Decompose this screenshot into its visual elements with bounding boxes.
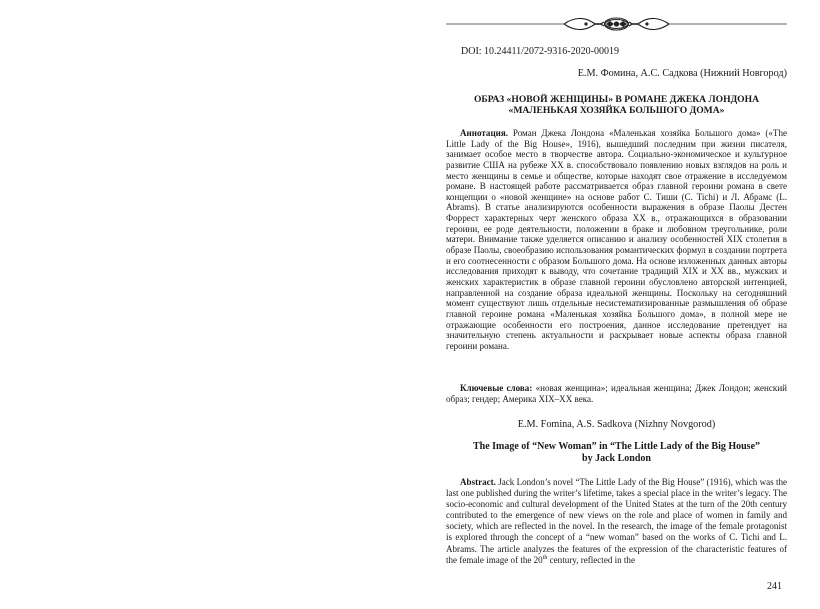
authors-en: E.M. Fomina, A.S. Sadkova (Nizhny Novgorod) — [517, 419, 716, 430]
abstract-text-en-b: century, reflected in the — [547, 554, 635, 565]
keywords-label-ru: Ключевые слова: — [460, 383, 533, 393]
abstract-text-en-a: Jack London’s novel “The Little Lady of the Big House” (1916), which was the last one published during the writer’s lifetime, takes a special place in the writer’s legacy. The socio-economic and cultural development of the United States at the turn of the 20th century contributed to the emergence of new views on the role and place of women in family and society, which are reflected in the novel. In the research, the image of the female protagonist is explored through the concept of a “new woman” based on the works of C. Tichi and L. Abrams. The article analyzes the features of the expression of the characteristic features of the female image of the 20 — [446, 477, 787, 565]
title-ru-line-2: «МАЛЕНЬКАЯ ХОЗЯЙКА БОЛЬШОГО ДОМА» — [508, 105, 725, 117]
abstract-en — [446, 477, 787, 566]
authors-ru: Е.М. Фомина, А.С. Садкова (Нижний Новгород) — [577, 68, 787, 79]
abstract-label-ru: Аннотация. — [460, 128, 509, 138]
title-en-line-2: by Jack London — [582, 452, 651, 464]
abstract-label-en: Abstract. — [460, 477, 496, 487]
abstract-text-ru: Роман Джека Лондона «Маленькая хозяйка Большого дома» («The Little Lady of the Big House», 1916), вышедший последним при жизни писателя, занимает особое место в творчестве автора. Социально-экономическое и культурное развитие США на рубеже XX в. способствовало появлению новых взглядов на роль и место женщины в семье и обществе, которые находят свое отражение в исследуемом романе. В настоящей работе рассматривается образ главной героини романа в свете концепции о «новой женщине» на основе работ С. Тиши (C. Tichi) и Л. Абрамс (L. Abrams). В статье анализируются особенности выражения в образе Паолы Дестен Форрест характерных черт женского образа XX в., отражающихся в образовании героини, ее роде деятельности, положении в браке и любовном треугольнике, роли матери. Внимание также уделяется описанию и анализу особенностей XIX столетия в образе Паолы, своеобразию использования романтических формул в создании портрета и его соотнесенности с образом Большого дома. На основе изложенных данных авторы исследования приходят к выводу, что сочетание традиций XIX и XX вв., мужских и женских характеристик в образе главной героини обусловлено авторской интенцией, направленной на создание образа идеальной женщины. Поскольку на сегодняшний момент существуют лишь отдельные несистематизированные размышления об образе главной героине романа «Маленькая хозяйка Большого дома», в полной мере не отражающие особенности его построения, данное исследование претендует на значительную степень актуальности и раскрывает новые аспекты образа главной героини романа. — [446, 128, 787, 351]
article-title-ru — [446, 94, 787, 117]
abstract-superscript: th — [542, 554, 548, 561]
page-number: 241 — [767, 581, 782, 592]
doi: DOI: 10.24411/2072-9316-2020-00019 — [461, 46, 619, 57]
keywords-text-ru: «новая женщина»; идеальная женщина; Джек Лондон; женский образ; гендер; Америка XIX–XX века. — [446, 383, 787, 404]
abstract-ru — [446, 128, 787, 351]
keywords-ru — [446, 383, 787, 404]
article-title-en — [446, 441, 787, 464]
title-ru-line-1: ОБРАЗ «НОВОЙ ЖЕНЩИНЫ» В РОМАНЕ ДЖЕКА ЛОНДОНА — [473, 94, 760, 105]
header-ornament — [446, 14, 787, 34]
title-en-line-1: The Image of “New Woman” in “The Little Lady of the Big House” — [472, 441, 761, 452]
